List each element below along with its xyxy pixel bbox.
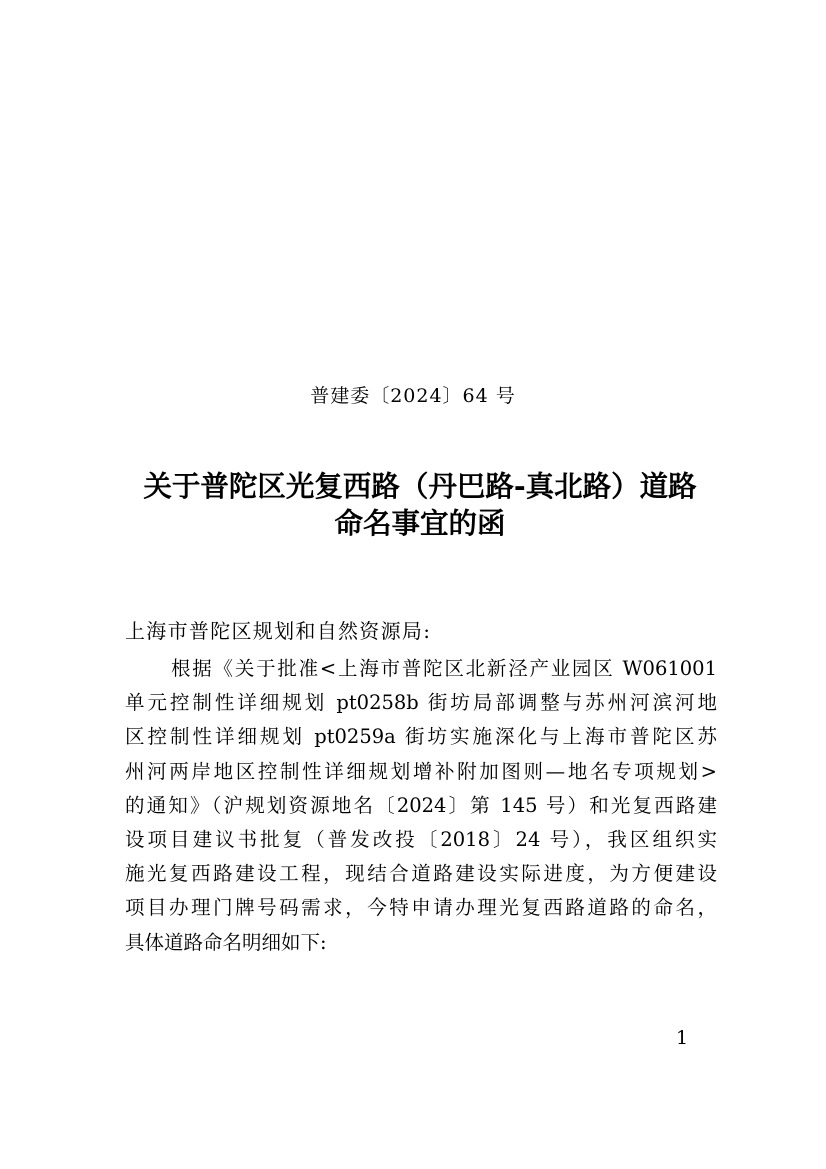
body-line: 施光复西路建设工程，现结合道路建设实际进度，为方便建设 bbox=[125, 862, 717, 886]
body-line: 项目办理门牌号码需求，今特申请办理光复西路道路的命名， bbox=[125, 896, 717, 920]
body-paragraph bbox=[125, 652, 717, 960]
body-line: 单元控制性详细规划 pt0258b 街坊局部调整与苏州河滨河地 bbox=[125, 691, 717, 715]
title-line-1: 关于普陀区光复西路（丹巴路-真北路）道路 bbox=[143, 469, 697, 503]
title-line-2: 命名事宜的函 bbox=[334, 506, 506, 540]
page-number: 1 bbox=[676, 1027, 689, 1049]
addressee: 上海市普陀区规划和自然资源局: bbox=[125, 619, 432, 643]
body-line: 的通知》（沪规划资源地名〔2024〕第 145 号）和光复西路建 bbox=[125, 793, 717, 817]
body-line: 区控制性详细规划 pt0259a 街坊实施深化与上海市普陀区苏 bbox=[125, 725, 717, 749]
body-line: 设项目建议书批复（普发改投〔2018〕24 号），我区组织实 bbox=[125, 828, 717, 852]
document-number: 普建委〔2024〕64 号 bbox=[310, 385, 516, 407]
body-line: 根据《关于批准<上海市普陀区北新泾产业园区 W061001 bbox=[171, 657, 717, 680]
body-line: 州河两岸地区控制性详细规划增补附加图则—地名专项规划> bbox=[125, 759, 717, 783]
document-title bbox=[100, 468, 740, 542]
body-line: 具体道路命名明细如下: bbox=[125, 930, 327, 954]
